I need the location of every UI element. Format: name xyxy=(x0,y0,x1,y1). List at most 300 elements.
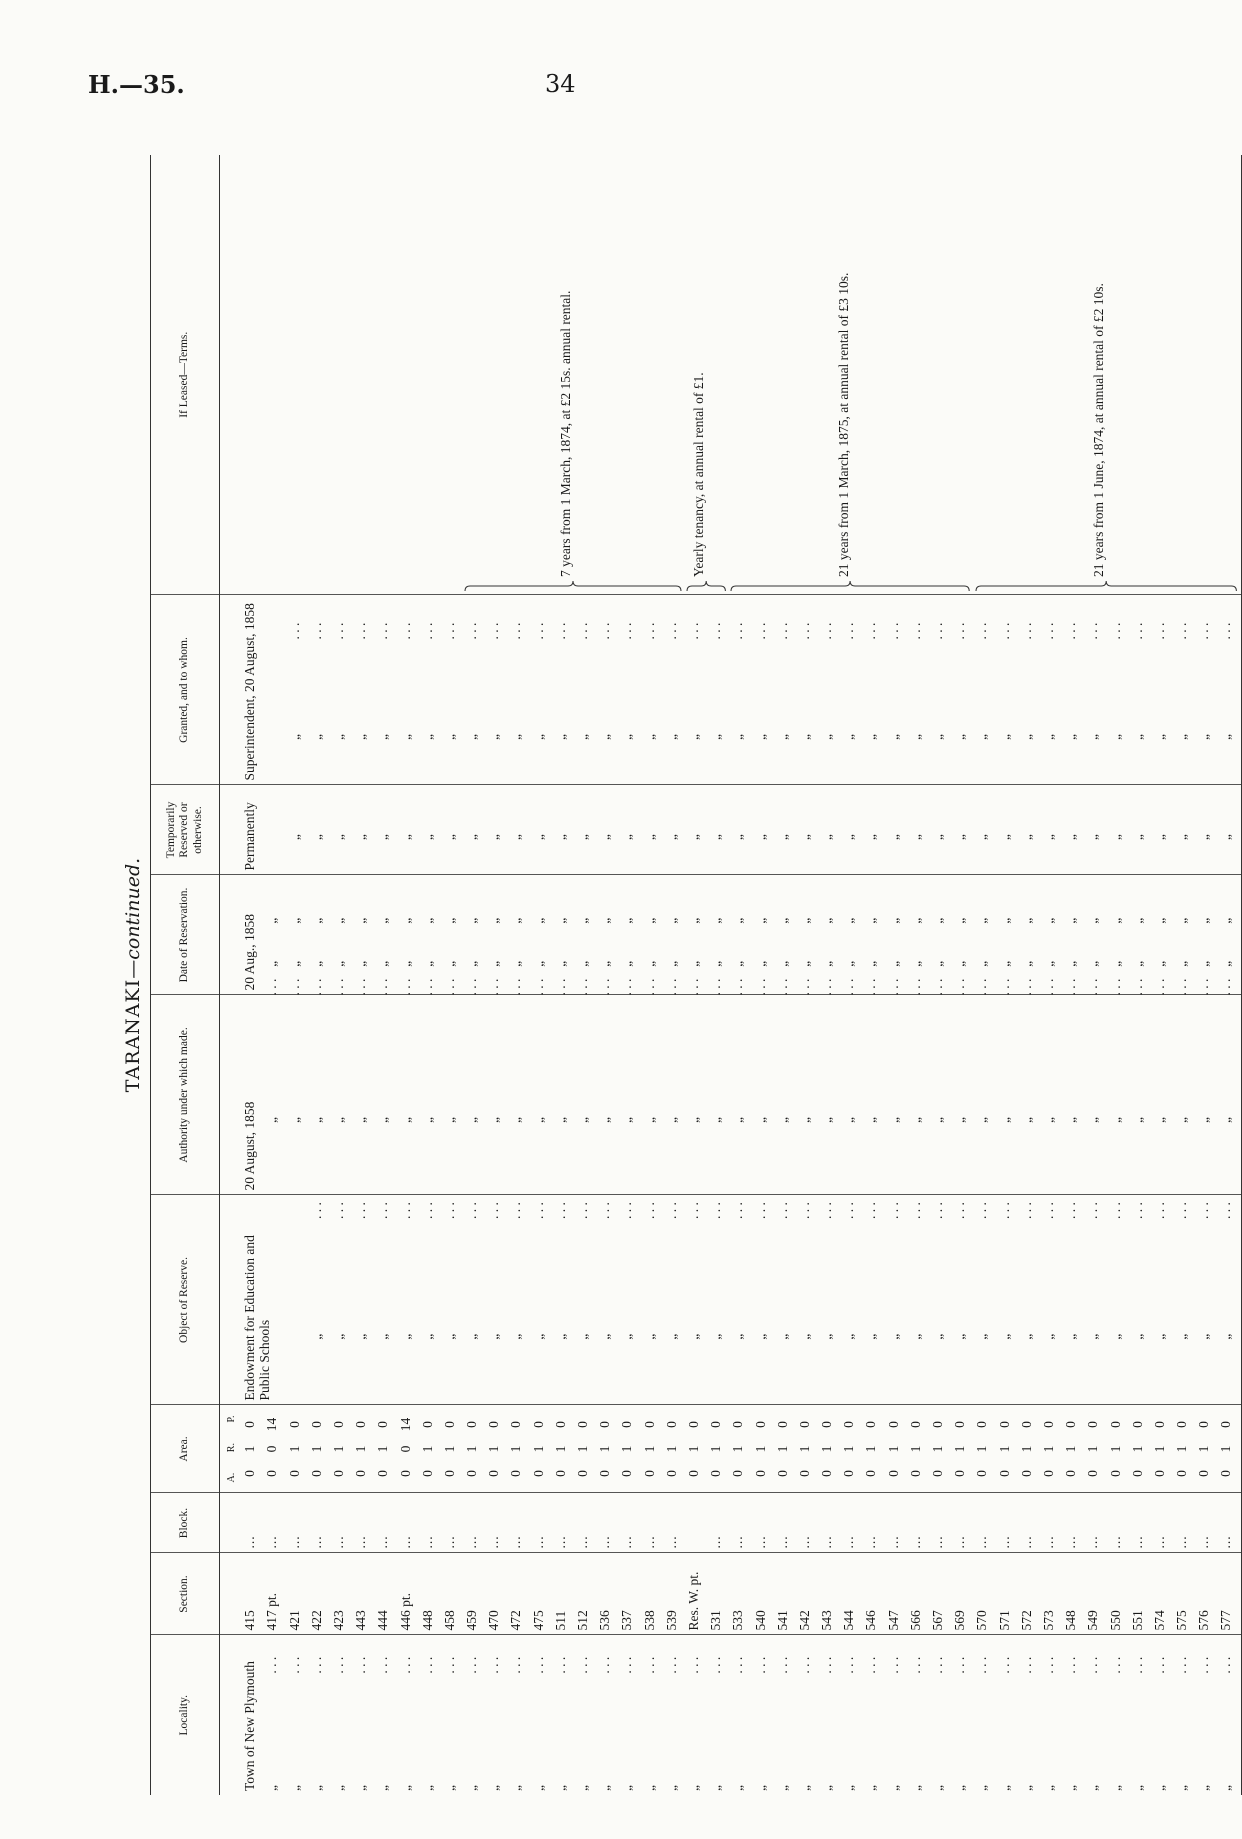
area-roods: 1 xyxy=(1018,1445,1034,1453)
ditto-mark: „ xyxy=(353,960,369,967)
ditto-mark: „ xyxy=(996,1785,1012,1791)
dots: . . . xyxy=(1040,622,1056,640)
table-row xyxy=(1174,155,1196,1795)
date-cell xyxy=(730,875,752,995)
leased-cell xyxy=(1019,155,1041,595)
area-cell xyxy=(863,1405,885,1493)
area-perches: 0 xyxy=(575,1421,590,1428)
locality-cell xyxy=(464,1635,486,1795)
leased-cell xyxy=(442,155,464,595)
leased-cell xyxy=(375,155,397,595)
ditto-mark: „ xyxy=(974,917,990,924)
ditto-mark: „ xyxy=(952,734,968,740)
block-cell xyxy=(531,1493,553,1553)
ditto-mark: „ xyxy=(353,1785,369,1791)
ditto-mark: „ xyxy=(286,834,302,841)
ditto-mark: „ xyxy=(952,917,968,924)
dots: . . . xyxy=(619,1656,635,1674)
dots: . . . xyxy=(353,622,369,640)
date-cell xyxy=(708,875,730,995)
block-value: ... xyxy=(441,1535,457,1549)
area-roods: 1 xyxy=(819,1445,835,1453)
ditto-mark: „ xyxy=(330,960,346,967)
section-cell xyxy=(619,1553,641,1635)
section-number: 472 xyxy=(508,1610,524,1631)
ditto-mark: „ xyxy=(1218,917,1234,924)
ditto-mark: „ xyxy=(441,734,457,740)
dots: . . . xyxy=(996,978,1012,996)
authority-text: 20 August, 1858 xyxy=(242,1101,258,1191)
area-perches: 0 xyxy=(641,1421,657,1428)
dots: . . . xyxy=(552,622,568,640)
locality-cell xyxy=(1174,1635,1196,1795)
authority-cell xyxy=(419,978,442,1195)
ditto-mark: „ xyxy=(685,960,701,967)
object-cell xyxy=(1019,1195,1041,1405)
section-number: 470 xyxy=(486,1610,502,1631)
dots: . . . xyxy=(819,1202,835,1219)
ditto-mark: „ xyxy=(1107,1333,1123,1340)
ditto-mark: „ xyxy=(1018,1785,1034,1791)
block-value: ... xyxy=(1085,1535,1101,1549)
temporarily-cell xyxy=(398,785,420,875)
ditto-mark: „ xyxy=(1174,834,1190,841)
dots: . . . xyxy=(841,622,857,640)
ditto-mark: „ xyxy=(885,1333,901,1340)
area-acres: 0 xyxy=(708,1470,724,1477)
ditto-mark: „ xyxy=(819,1117,835,1123)
area-perches: 0 xyxy=(1174,1421,1190,1428)
ditto-mark: „ xyxy=(930,1117,945,1123)
locality-cell xyxy=(775,1635,797,1795)
area-acres: 0 xyxy=(464,1470,480,1477)
area-perches: 0 xyxy=(375,1421,391,1428)
locality-cell xyxy=(686,1635,708,1795)
authority-cell xyxy=(663,978,686,1195)
area-roods: 1 xyxy=(375,1445,391,1453)
dots: . . . xyxy=(552,1202,568,1219)
locality-cell xyxy=(930,1635,952,1795)
granted-cell xyxy=(597,595,619,785)
authority-cell xyxy=(930,978,952,1195)
section-cell xyxy=(553,1553,575,1635)
locality-cell xyxy=(1196,1635,1218,1795)
dots: . . . xyxy=(441,622,457,640)
ditto-mark: „ xyxy=(619,734,635,740)
granted-cell xyxy=(575,595,597,785)
dots: . . . xyxy=(1040,978,1056,996)
dots: . . . xyxy=(308,1656,324,1674)
locality-cell xyxy=(1085,1635,1107,1795)
date-cell xyxy=(442,875,464,995)
area-acres: 0 xyxy=(930,1470,945,1477)
locality-cell xyxy=(1130,1635,1152,1795)
granted-cell xyxy=(1152,595,1174,785)
ditto-mark: „ xyxy=(286,917,302,924)
ditto-mark: „ xyxy=(1107,1117,1123,1123)
section-number: 573 xyxy=(1040,1610,1056,1631)
leased-cell xyxy=(863,155,885,595)
ditto-mark: „ xyxy=(1040,917,1056,924)
leased-cell xyxy=(597,155,619,595)
block-cell xyxy=(819,1493,841,1553)
dots: . . . xyxy=(796,622,812,640)
section-number: 575 xyxy=(1174,1610,1190,1631)
ditto-mark: „ xyxy=(1063,917,1079,924)
object-cell xyxy=(1063,1195,1085,1405)
ditto-mark: „ xyxy=(597,1333,613,1340)
ditto-mark: „ xyxy=(575,917,590,924)
object-cell xyxy=(331,1195,353,1405)
leased-cell xyxy=(952,155,974,595)
ditto-mark: „ xyxy=(264,960,280,967)
authority-cell xyxy=(1151,978,1174,1195)
col-temporarily: Temporarily Reserved or otherwise. xyxy=(151,785,220,875)
ditto-mark: „ xyxy=(885,1117,901,1123)
locality-text: Town of New Plymouth xyxy=(242,1661,258,1791)
section-number: 549 xyxy=(1085,1610,1101,1631)
granted-cell xyxy=(353,595,375,785)
ditto-mark: „ xyxy=(1040,1117,1056,1123)
area-roods: 1 xyxy=(641,1445,657,1453)
ditto-mark: „ xyxy=(464,1785,480,1791)
block-cell xyxy=(1152,1493,1174,1553)
ditto-mark: „ xyxy=(1040,834,1056,841)
dots: . . . xyxy=(1040,1656,1056,1674)
object-cell xyxy=(930,1195,952,1405)
locality-cell xyxy=(974,1635,996,1795)
dots: . . . xyxy=(774,978,790,996)
temporarily-cell xyxy=(508,785,530,875)
section-cell xyxy=(908,1553,930,1635)
temporarily-cell xyxy=(664,785,686,875)
ditto-mark: „ xyxy=(885,917,901,924)
ditto-mark: „ xyxy=(708,960,724,967)
object-cell xyxy=(974,1195,996,1405)
section-cell xyxy=(597,1553,619,1635)
dots: . . . xyxy=(464,978,480,996)
area-perches: 0 xyxy=(286,1421,302,1428)
table-row xyxy=(708,155,730,1795)
section-number: 546 xyxy=(863,1610,879,1631)
dots: . . . xyxy=(841,1656,857,1674)
dots: . . . xyxy=(1218,622,1234,640)
ditto-mark: „ xyxy=(1129,1785,1145,1791)
locality-cell xyxy=(353,1635,375,1795)
section-cell xyxy=(1085,1553,1107,1635)
table-row xyxy=(1108,155,1130,1795)
block-cell xyxy=(775,1493,797,1553)
block-cell xyxy=(841,1493,863,1553)
dots: . . . xyxy=(419,1202,435,1219)
dots: . . . xyxy=(464,1656,480,1674)
block-cell xyxy=(398,1493,420,1553)
area-cell xyxy=(486,1405,508,1493)
dots: . . . xyxy=(464,622,480,640)
ditto-mark: „ xyxy=(1196,960,1212,967)
area-cell xyxy=(1019,1405,1041,1493)
ditto-mark: „ xyxy=(1063,834,1079,841)
temporarily-cell xyxy=(952,785,974,875)
ditto-mark: „ xyxy=(597,917,613,924)
date-cell xyxy=(863,875,885,995)
area-acres: 0 xyxy=(308,1470,324,1477)
object-cell xyxy=(753,1195,775,1405)
object-cell xyxy=(1041,1195,1063,1405)
area-acres: 0 xyxy=(1151,1470,1167,1477)
dots: . . . xyxy=(1085,1202,1101,1219)
ditto-mark: „ xyxy=(441,1785,457,1791)
locality-cell xyxy=(442,1635,464,1795)
ditto-mark: „ xyxy=(752,1333,768,1340)
leased-cell xyxy=(886,155,908,595)
ditto-mark: „ xyxy=(1018,960,1034,967)
area-acres: 0 xyxy=(663,1470,679,1477)
section-number: 574 xyxy=(1151,1610,1167,1631)
ditto-mark: „ xyxy=(286,960,302,967)
ditto-mark: „ xyxy=(597,834,613,841)
date-cell xyxy=(1218,875,1241,995)
authority-cell xyxy=(464,978,486,1195)
table-row xyxy=(1019,155,1041,1795)
leased-cell xyxy=(974,155,996,595)
section-cell xyxy=(309,1553,331,1635)
ditto-mark: „ xyxy=(552,917,568,924)
section-cell xyxy=(1041,1553,1063,1635)
ditto-mark: „ xyxy=(1151,734,1167,740)
section-number: 551 xyxy=(1129,1610,1145,1631)
ditto-mark: „ xyxy=(597,1117,613,1123)
ditto-mark: „ xyxy=(508,1333,524,1340)
area-acres: 0 xyxy=(552,1470,568,1477)
temporarily-cell xyxy=(819,785,841,875)
locality-cell xyxy=(508,1635,530,1795)
ditto-mark: „ xyxy=(508,960,524,967)
dots: . . . xyxy=(1063,978,1079,996)
block-value: ... xyxy=(264,1535,280,1549)
block-value: ... xyxy=(286,1535,302,1549)
dots: . . . xyxy=(1107,1656,1123,1674)
granted-cell xyxy=(1085,595,1107,785)
date-cell xyxy=(375,875,397,995)
temporarily-cell xyxy=(287,785,309,875)
ditto-mark: „ xyxy=(685,1333,701,1340)
ditto-mark: „ xyxy=(685,734,701,740)
block-value: ... xyxy=(730,1535,746,1549)
area-cell xyxy=(664,1405,686,1493)
leased-cell xyxy=(331,155,353,595)
ditto-mark: „ xyxy=(641,1785,657,1791)
area-roods: 1 xyxy=(796,1445,812,1453)
granted-cell xyxy=(863,595,885,785)
dots: . . . xyxy=(619,1202,635,1219)
dots: . . . xyxy=(1107,978,1123,996)
ditto-mark: „ xyxy=(464,734,480,740)
temporarily-cell xyxy=(442,785,464,875)
page-number: 34 xyxy=(545,70,576,98)
ditto-mark: „ xyxy=(641,960,657,967)
section-cell xyxy=(841,1553,863,1635)
temporarily-cell xyxy=(1218,785,1241,875)
ditto-mark: „ xyxy=(308,1117,324,1123)
area-roods: 1 xyxy=(1040,1445,1056,1453)
authority-cell xyxy=(1107,978,1130,1195)
area-cell xyxy=(1174,1405,1196,1493)
ditto-mark: „ xyxy=(464,917,480,924)
ditto-mark: „ xyxy=(730,1117,746,1123)
ditto-mark: „ xyxy=(996,917,1012,924)
ditto-mark: „ xyxy=(1063,1333,1079,1340)
ditto-mark: „ xyxy=(486,1117,502,1123)
area-perches: 0 xyxy=(419,1421,435,1428)
ditto-mark: „ xyxy=(796,734,812,740)
section-cell xyxy=(819,1553,841,1635)
area-roods: 1 xyxy=(441,1445,457,1453)
section-cell xyxy=(974,1553,996,1635)
ditto-mark: „ xyxy=(708,834,724,841)
block-cell xyxy=(464,1493,486,1553)
area-perches: 0 xyxy=(752,1421,768,1428)
section-number: 415 xyxy=(242,1610,258,1631)
area-perches: 0 xyxy=(663,1421,679,1428)
section-cell xyxy=(264,1553,286,1635)
ditto-mark: „ xyxy=(1174,1333,1190,1340)
block-value: ... xyxy=(796,1535,812,1549)
temporarily-cell xyxy=(753,785,775,875)
date-cell xyxy=(1108,875,1130,995)
granted-cell xyxy=(1041,595,1063,785)
ditto-mark: „ xyxy=(308,834,324,841)
block-value: ... xyxy=(952,1535,968,1549)
block-value: ... xyxy=(1129,1535,1145,1549)
leased-cell xyxy=(264,155,286,595)
block-cell xyxy=(1108,1493,1130,1553)
ditto-mark: „ xyxy=(996,734,1012,740)
date-cell xyxy=(797,875,819,995)
block-value: ... xyxy=(1151,1535,1167,1549)
leased-cell xyxy=(930,155,952,595)
ditto-mark: „ xyxy=(641,1117,657,1123)
dots: . . . xyxy=(708,622,724,640)
dots: . . . xyxy=(1218,978,1234,996)
object-cell xyxy=(819,1195,841,1405)
authority-cell xyxy=(996,978,1019,1195)
ditto-mark: „ xyxy=(1151,834,1167,841)
area-perches: 0 xyxy=(796,1421,812,1428)
ditto-mark: „ xyxy=(841,1333,857,1340)
ditto-mark: „ xyxy=(353,1117,369,1123)
table-row xyxy=(242,155,264,1795)
leased-cell xyxy=(420,155,442,595)
locality-cell xyxy=(531,1635,553,1795)
area-cell xyxy=(597,1405,619,1493)
dots: . . . xyxy=(685,622,701,640)
granted-cell xyxy=(908,595,930,785)
block-value: ... xyxy=(774,1535,790,1549)
section-number: 538 xyxy=(641,1610,657,1631)
ditto-mark: „ xyxy=(575,960,590,967)
authority-cell xyxy=(619,978,641,1195)
dots: . . . xyxy=(308,1202,324,1219)
area-cell xyxy=(753,1405,775,1493)
ditto-mark: „ xyxy=(1218,734,1234,740)
area-acres: 0 xyxy=(486,1470,502,1477)
locality-cell xyxy=(1041,1635,1063,1795)
ditto-mark: „ xyxy=(819,734,835,740)
ditto-mark: „ xyxy=(464,1333,480,1340)
dots: . . . xyxy=(619,978,635,996)
ditto-mark: „ xyxy=(819,960,835,967)
authority-cell xyxy=(841,978,863,1195)
ditto-mark: „ xyxy=(863,1785,879,1791)
ditto-mark: „ xyxy=(464,834,480,841)
object-cell xyxy=(997,1195,1019,1405)
area-roods: 1 xyxy=(1151,1445,1167,1453)
section-number: 421 xyxy=(286,1610,302,1631)
locality-cell xyxy=(420,1635,442,1795)
object-cell xyxy=(886,1195,908,1405)
ditto-mark: „ xyxy=(863,960,879,967)
area-cell xyxy=(1041,1405,1063,1493)
ditto-mark: „ xyxy=(375,834,391,841)
dots: . . . xyxy=(508,978,524,996)
section-number: 443 xyxy=(353,1610,369,1631)
temporarily-cell xyxy=(841,785,863,875)
area-perches: 0 xyxy=(841,1421,857,1428)
temporarily-cell xyxy=(553,785,575,875)
ditto-mark: „ xyxy=(264,1785,280,1791)
dots: . . . xyxy=(353,1202,369,1219)
authority-cell xyxy=(530,978,553,1195)
temporarily-cell xyxy=(597,785,619,875)
table-row xyxy=(775,155,797,1795)
object-cell xyxy=(309,1195,331,1405)
area-roods: 1 xyxy=(1196,1445,1212,1453)
area-perches: 0 xyxy=(530,1421,546,1428)
ditto-mark: „ xyxy=(1174,734,1190,740)
leased-cell xyxy=(1130,155,1152,595)
ditto-mark: „ xyxy=(708,734,724,740)
dots: . . . xyxy=(730,1202,746,1219)
dots: . . . xyxy=(1018,1656,1034,1674)
area-cell xyxy=(575,1405,597,1493)
authority-cell xyxy=(796,978,819,1195)
dots: . . . xyxy=(996,1202,1012,1219)
ditto-mark: „ xyxy=(685,917,701,924)
authority-cell xyxy=(774,978,797,1195)
leased-cell xyxy=(242,155,264,595)
block-cell xyxy=(1218,1493,1241,1553)
ditto-mark: „ xyxy=(397,960,413,967)
area-roods: 1 xyxy=(552,1445,568,1453)
object-cell xyxy=(797,1195,819,1405)
brace-mark xyxy=(464,579,682,593)
locality-cell xyxy=(553,1635,575,1795)
temporarily-cell xyxy=(1196,785,1218,875)
dots: . . . xyxy=(375,1202,391,1219)
ditto-mark: „ xyxy=(952,1785,968,1791)
area-perches: 0 xyxy=(619,1421,635,1428)
area-acres: 0 xyxy=(575,1470,590,1477)
dots: . . . xyxy=(863,1656,879,1674)
ditto-mark: „ xyxy=(641,917,657,924)
ditto-mark: „ xyxy=(907,1333,923,1340)
dots: . . . xyxy=(907,978,923,996)
ditto-mark: „ xyxy=(508,1117,524,1123)
table-row xyxy=(930,155,952,1795)
ditto-mark: „ xyxy=(441,960,457,967)
locality-cell xyxy=(375,1635,397,1795)
